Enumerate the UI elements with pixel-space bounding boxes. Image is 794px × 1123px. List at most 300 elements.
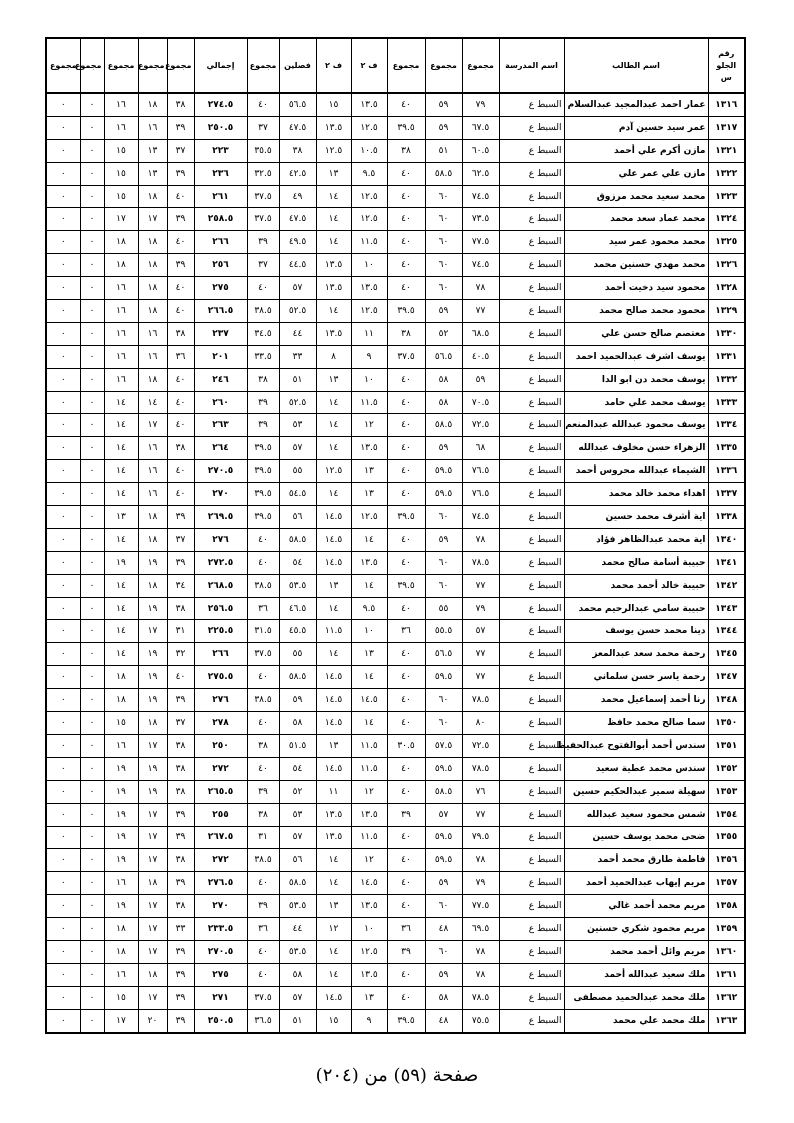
cell-seat-number: ١٣٤٢ (708, 574, 745, 597)
cell-total-2: ٦٠ (425, 254, 462, 277)
cell-total-5: ٣٤ (167, 574, 194, 597)
cell-total-7: ١٤ (104, 620, 138, 643)
cell-total-4: ٤٠ (247, 528, 279, 551)
cell-total-8: ٠ (80, 574, 104, 597)
cell-grand-total: ٢٦٦ (194, 643, 247, 666)
cell-term2-a: ١٠ (351, 918, 387, 941)
table-row (46, 322, 745, 345)
cell-two-terms: ٥٩ (279, 689, 316, 712)
cell-school-name: السبط ع (499, 689, 564, 712)
cell-student-name: محمد مهدي حسنين محمد (564, 254, 708, 277)
cell-grand-total: ٢٠١ (194, 345, 247, 368)
cell-total-7: ١٨ (104, 666, 138, 689)
cell-total-5: ٣٧ (167, 139, 194, 162)
cell-term2-a: ١٠ (351, 620, 387, 643)
cell-grand-total: ٢٥٦.٥ (194, 597, 247, 620)
table-row (46, 574, 745, 597)
table-row (46, 506, 745, 529)
cell-student-name: يوسف اشرف عبدالحميد احمد (564, 345, 708, 368)
cell-total-6: ١٨ (138, 368, 167, 391)
cell-total-4: ٣٩ (247, 391, 279, 414)
cell-seat-number: ١٣٣٢ (708, 368, 745, 391)
cell-total-8: ٠ (80, 849, 104, 872)
table-row (46, 460, 745, 483)
cell-total-3: ٣٨ (387, 139, 425, 162)
cell-student-name: معتصم صالح حسن علي (564, 322, 708, 345)
cell-term2-a: ١٣ (351, 986, 387, 1009)
cell-total-1: ٧٨ (462, 940, 499, 963)
cell-total-1: ٦٢.٥ (462, 162, 499, 185)
cell-total-4: ٣٢.٥ (247, 162, 279, 185)
header-total-7: مجموع (104, 38, 138, 93)
cell-school-name: السبط ع (499, 437, 564, 460)
cell-total-9: ٠ (46, 712, 80, 735)
cell-total-9: ٠ (46, 1009, 80, 1032)
cell-seat-number: ١٣٢٩ (708, 300, 745, 323)
cell-term2-b: ١٤.٥ (316, 666, 351, 689)
cell-term2-b: ١٣.٥ (316, 116, 351, 139)
cell-total-5: ٣٩ (167, 208, 194, 231)
cell-total-7: ١٦ (104, 322, 138, 345)
cell-total-2: ٥٩ (425, 528, 462, 551)
cell-seat-number: ١٣٦٠ (708, 940, 745, 963)
cell-seat-number: ١٣٤٥ (708, 643, 745, 666)
cell-two-terms: ٥٣ (279, 414, 316, 437)
cell-school-name: السبط ع (499, 712, 564, 735)
cell-total-8: ٠ (80, 437, 104, 460)
cell-total-4: ٣٦ (247, 597, 279, 620)
cell-total-8: ٠ (80, 826, 104, 849)
cell-term2-b: ١٤.٥ (316, 712, 351, 735)
cell-total-1: ٥٩ (462, 368, 499, 391)
cell-student-name: مازن علي عمر علي (564, 162, 708, 185)
cell-total-8: ٠ (80, 185, 104, 208)
cell-total-3: ٤٠ (387, 689, 425, 712)
cell-term2-b: ١٣.٥ (316, 322, 351, 345)
cell-total-1: ٦٠.٥ (462, 139, 499, 162)
cell-student-name: سما صالح محمد حافظ (564, 712, 708, 735)
cell-term2-a: ١١.٥ (351, 826, 387, 849)
cell-term2-b: ١٤.٥ (316, 506, 351, 529)
cell-total-6: ١٩ (138, 757, 167, 780)
cell-total-1: ٧٧ (462, 300, 499, 323)
cell-grand-total: ٢٧٨ (194, 712, 247, 735)
header-total-3: مجموع (387, 38, 425, 93)
cell-total-2: ٥٩.٥ (425, 666, 462, 689)
cell-total-3: ٤٠ (387, 368, 425, 391)
table-row (46, 208, 745, 231)
cell-school-name: السبط ع (499, 231, 564, 254)
cell-total-2: ٥٩.٥ (425, 849, 462, 872)
cell-school-name: السبط ع (499, 574, 564, 597)
cell-seat-number: ١٣٢٤ (708, 208, 745, 231)
cell-two-terms: ٥٣.٥ (279, 895, 316, 918)
cell-student-name: فاطمة طارق محمد أحمد (564, 849, 708, 872)
cell-total-6: ١٨ (138, 254, 167, 277)
cell-total-3: ٤٠ (387, 757, 425, 780)
cell-total-3: ٤٠ (387, 185, 425, 208)
cell-seat-number: ١٣٥٣ (708, 780, 745, 803)
cell-total-3: ٤٠ (387, 208, 425, 231)
cell-term2-b: ١٣.٥ (316, 254, 351, 277)
cell-total-8: ٠ (80, 895, 104, 918)
cell-total-1: ٧٧ (462, 574, 499, 597)
table-row (46, 895, 745, 918)
table-row (46, 666, 745, 689)
cell-total-5: ٤٠ (167, 277, 194, 300)
cell-grand-total: ٢٧٢ (194, 849, 247, 872)
cell-grand-total: ٢٦٩.٥ (194, 506, 247, 529)
cell-school-name: السبط ع (499, 528, 564, 551)
cell-term2-a: ١٣.٥ (351, 551, 387, 574)
cell-two-terms: ٥٥ (279, 643, 316, 666)
cell-student-name: الزهراء حسن مخلوف عبدالله (564, 437, 708, 460)
cell-total-4: ٤٠ (247, 277, 279, 300)
cell-total-4: ٣٩ (247, 780, 279, 803)
cell-student-name: محمد محمود عمر سيد (564, 231, 708, 254)
cell-total-4: ٣٩ (247, 231, 279, 254)
header-row (46, 38, 745, 93)
cell-seat-number: ١٣٣٨ (708, 506, 745, 529)
cell-seat-number: ١٣٤٤ (708, 620, 745, 643)
cell-total-3: ٤٠ (387, 666, 425, 689)
cell-two-terms: ٤٤.٥ (279, 254, 316, 277)
table-row (46, 437, 745, 460)
table-row (46, 483, 745, 506)
cell-term2-b: ١٤ (316, 963, 351, 986)
cell-term2-a: ١٠ (351, 368, 387, 391)
cell-total-3: ٣٩.٥ (387, 300, 425, 323)
cell-term2-a: ١٠.٥ (351, 139, 387, 162)
cell-total-8: ٠ (80, 483, 104, 506)
cell-term2-a: ٩ (351, 1009, 387, 1032)
cell-term2-a: ١١.٥ (351, 734, 387, 757)
cell-total-3: ٤٠ (387, 597, 425, 620)
cell-total-4: ٣٥.٥ (247, 139, 279, 162)
cell-total-7: ١٣ (104, 506, 138, 529)
cell-total-3: ٣٩.٥ (387, 574, 425, 597)
cell-total-1: ٦٩.٥ (462, 918, 499, 941)
cell-student-name: حبيبة سامي عبدالرحيم محمد (564, 597, 708, 620)
cell-term2-a: ١٢ (351, 849, 387, 872)
cell-total-9: ٠ (46, 208, 80, 231)
cell-total-7: ١٨ (104, 689, 138, 712)
cell-total-1: ٧٧.٥ (462, 231, 499, 254)
cell-term2-a: ١٣ (351, 460, 387, 483)
cell-total-8: ٠ (80, 254, 104, 277)
cell-student-name: يوسف محمد علي حامد (564, 391, 708, 414)
cell-total-6: ١٧ (138, 849, 167, 872)
cell-seat-number: ١٣٢٢ (708, 162, 745, 185)
cell-total-7: ١٦ (104, 277, 138, 300)
table-body (46, 93, 745, 1033)
cell-total-5: ٣٩ (167, 963, 194, 986)
cell-total-1: ٧٧ (462, 643, 499, 666)
cell-two-terms: ٥٢.٥ (279, 300, 316, 323)
cell-total-8: ٠ (80, 757, 104, 780)
cell-term2-a: ١٣.٥ (351, 963, 387, 986)
cell-total-5: ٣٣ (167, 918, 194, 941)
cell-grand-total: ٢٧٥.٥ (194, 666, 247, 689)
cell-total-2: ٦٠ (425, 506, 462, 529)
cell-total-1: ٧٧.٥ (462, 895, 499, 918)
cell-total-8: ٠ (80, 872, 104, 895)
cell-total-8: ٠ (80, 620, 104, 643)
cell-school-name: السبط ع (499, 803, 564, 826)
table-row (46, 1009, 745, 1032)
cell-seat-number: ١٣١٧ (708, 116, 745, 139)
table-row (46, 551, 745, 574)
cell-seat-number: ١٣٦٣ (708, 1009, 745, 1032)
cell-total-2: ٥٩ (425, 300, 462, 323)
cell-term2-a: ١١.٥ (351, 757, 387, 780)
cell-grand-total: ٢٦٥.٥ (194, 780, 247, 803)
cell-total-1: ٧٦ (462, 780, 499, 803)
cell-total-9: ٠ (46, 918, 80, 941)
cell-total-4: ٣٧.٥ (247, 185, 279, 208)
cell-school-name: السبط ع (499, 780, 564, 803)
cell-total-3: ٣٦ (387, 918, 425, 941)
cell-total-2: ٥٨ (425, 368, 462, 391)
cell-total-2: ٦٠ (425, 277, 462, 300)
cell-total-1: ٤٠.٥ (462, 345, 499, 368)
cell-total-5: ٣٩ (167, 162, 194, 185)
cell-student-name: سندس محمد عطية سعيد (564, 757, 708, 780)
header-total-2: مجموع (425, 38, 462, 93)
cell-grand-total: ٢٧٤.٥ (194, 93, 247, 116)
table-row (46, 872, 745, 895)
cell-total-5: ٤٠ (167, 185, 194, 208)
cell-grand-total: ٢٣٦ (194, 162, 247, 185)
cell-total-9: ٠ (46, 139, 80, 162)
cell-total-3: ٤٠ (387, 231, 425, 254)
cell-term2-a: ١٣.٥ (351, 437, 387, 460)
cell-total-6: ١٨ (138, 506, 167, 529)
cell-term2-a: ١١.٥ (351, 231, 387, 254)
table-row (46, 231, 745, 254)
cell-total-3: ٤٠ (387, 414, 425, 437)
cell-total-2: ٤٨ (425, 918, 462, 941)
cell-term2-a: ١٢.٥ (351, 940, 387, 963)
table-header (46, 38, 745, 93)
cell-total-7: ١٥ (104, 986, 138, 1009)
cell-total-8: ٠ (80, 597, 104, 620)
grades-table (45, 37, 746, 1034)
cell-total-2: ٦٠ (425, 231, 462, 254)
cell-total-6: ١٦ (138, 345, 167, 368)
cell-total-8: ٠ (80, 322, 104, 345)
cell-term2-b: ١٣.٥ (316, 277, 351, 300)
cell-total-4: ٣٧ (247, 116, 279, 139)
cell-seat-number: ١٣٣٦ (708, 460, 745, 483)
cell-term2-a: ١٠ (351, 254, 387, 277)
cell-school-name: السبط ع (499, 666, 564, 689)
cell-term2-a: ١٢ (351, 414, 387, 437)
cell-two-terms: ٤٤ (279, 322, 316, 345)
cell-total-3: ٤٠ (387, 963, 425, 986)
cell-total-1: ٧٨ (462, 963, 499, 986)
cell-total-5: ٣٨ (167, 437, 194, 460)
cell-total-2: ٥٩.٥ (425, 460, 462, 483)
cell-total-4: ٣٣.٥ (247, 345, 279, 368)
cell-term2-b: ١٥ (316, 1009, 351, 1032)
cell-total-9: ٠ (46, 574, 80, 597)
cell-total-5: ٣٩ (167, 116, 194, 139)
table-row (46, 620, 745, 643)
cell-total-2: ٦٠ (425, 895, 462, 918)
cell-term2-a: ١٢.٥ (351, 300, 387, 323)
cell-student-name: محمود محمد صالح محمد (564, 300, 708, 323)
cell-total-2: ٦٠ (425, 208, 462, 231)
table-row (46, 940, 745, 963)
cell-total-8: ٠ (80, 116, 104, 139)
cell-total-3: ٤٠ (387, 277, 425, 300)
cell-total-8: ٠ (80, 93, 104, 116)
header-two-terms: فصلين (279, 38, 316, 93)
cell-total-2: ٦٠ (425, 712, 462, 735)
table-row (46, 918, 745, 941)
cell-two-terms: ٥٣ (279, 803, 316, 826)
cell-school-name: السبط ع (499, 93, 564, 116)
cell-total-9: ٠ (46, 895, 80, 918)
cell-total-3: ٤٠ (387, 437, 425, 460)
cell-total-5: ٣٧ (167, 712, 194, 735)
table-row (46, 139, 745, 162)
cell-student-name: اية محمد عبدالظاهر فؤاد (564, 528, 708, 551)
cell-total-8: ٠ (80, 1009, 104, 1032)
cell-total-4: ٣٩.٥ (247, 460, 279, 483)
cell-total-5: ٣٢ (167, 643, 194, 666)
cell-school-name: السبط ع (499, 963, 564, 986)
cell-total-1: ٧٨.٥ (462, 689, 499, 712)
header-student-name: اسم الطالب (564, 38, 708, 93)
cell-total-9: ٠ (46, 277, 80, 300)
cell-school-name: السبط ع (499, 849, 564, 872)
cell-total-8: ٠ (80, 208, 104, 231)
cell-term2-a: ١٣.٥ (351, 277, 387, 300)
cell-two-terms: ٥٨ (279, 712, 316, 735)
cell-student-name: اهداء محمد خالد محمد (564, 483, 708, 506)
header-total-4: مجموع (247, 38, 279, 93)
cell-two-terms: ٣٨ (279, 139, 316, 162)
cell-total-8: ٠ (80, 139, 104, 162)
cell-seat-number: ١٣٤١ (708, 551, 745, 574)
cell-grand-total: ٢٧٦.٥ (194, 872, 247, 895)
cell-student-name: دينا محمد حسن يوسف (564, 620, 708, 643)
cell-total-5: ٤٠ (167, 391, 194, 414)
cell-total-1: ٦٨.٥ (462, 322, 499, 345)
cell-total-1: ٧٤.٥ (462, 506, 499, 529)
cell-seat-number: ١٣٣٣ (708, 391, 745, 414)
cell-total-7: ١٩ (104, 849, 138, 872)
cell-two-terms: ٥٤ (279, 551, 316, 574)
cell-total-7: ١٩ (104, 780, 138, 803)
cell-total-6: ١٩ (138, 643, 167, 666)
cell-term2-b: ١٣ (316, 162, 351, 185)
cell-two-terms: ٥٧ (279, 277, 316, 300)
cell-total-3: ٣٦ (387, 620, 425, 643)
cell-grand-total: ٢٤٦ (194, 368, 247, 391)
cell-total-3: ٣٩.٥ (387, 506, 425, 529)
table-row (46, 162, 745, 185)
cell-total-4: ٤٠ (247, 666, 279, 689)
table-row (46, 734, 745, 757)
cell-total-2: ٥٩ (425, 872, 462, 895)
cell-two-terms: ٥٨.٥ (279, 528, 316, 551)
cell-total-7: ١٤ (104, 437, 138, 460)
table-row (46, 597, 745, 620)
table-row (46, 757, 745, 780)
cell-total-2: ٦٠ (425, 185, 462, 208)
table-row (46, 712, 745, 735)
cell-school-name: السبط ع (499, 208, 564, 231)
cell-total-7: ١٤ (104, 483, 138, 506)
table-row (46, 368, 745, 391)
cell-school-name: السبط ع (499, 597, 564, 620)
cell-student-name: مريم محمود شكري حسنين (564, 918, 708, 941)
cell-total-4: ٣٧.٥ (247, 643, 279, 666)
cell-term2-b: ١٤ (316, 483, 351, 506)
table-row (46, 93, 745, 116)
cell-total-6: ١٨ (138, 277, 167, 300)
cell-total-2: ٥٥.٥ (425, 620, 462, 643)
cell-term2-a: ١٣ (351, 483, 387, 506)
cell-school-name: السبط ع (499, 254, 564, 277)
cell-two-terms: ٥٤.٥ (279, 483, 316, 506)
cell-total-2: ٥٥ (425, 597, 462, 620)
cell-total-8: ٠ (80, 460, 104, 483)
results-sheet (47, 37, 746, 1034)
cell-school-name: السبط ع (499, 277, 564, 300)
cell-total-1: ٧٦.٥ (462, 483, 499, 506)
table-row (46, 277, 745, 300)
cell-student-name: مريم محمد أحمد غالي (564, 895, 708, 918)
cell-total-1: ٧٤.٥ (462, 254, 499, 277)
cell-total-9: ٠ (46, 872, 80, 895)
cell-total-4: ٣٧ (247, 254, 279, 277)
cell-total-9: ٠ (46, 597, 80, 620)
cell-seat-number: ١٣٢٨ (708, 277, 745, 300)
cell-term2-a: ١٣.٥ (351, 93, 387, 116)
cell-two-terms: ٥٦ (279, 506, 316, 529)
cell-total-2: ٥٨ (425, 986, 462, 1009)
cell-total-9: ٠ (46, 93, 80, 116)
cell-seat-number: ١٣٦١ (708, 963, 745, 986)
cell-grand-total: ٢٧٦ (194, 528, 247, 551)
cell-total-9: ٠ (46, 231, 80, 254)
cell-term2-a: ١٤.٥ (351, 872, 387, 895)
cell-total-1: ٧٦.٥ (462, 460, 499, 483)
cell-school-name: السبط ع (499, 162, 564, 185)
cell-two-terms: ٤٥.٥ (279, 620, 316, 643)
cell-total-8: ٠ (80, 231, 104, 254)
cell-term2-b: ٨ (316, 345, 351, 368)
cell-total-1: ٦٨ (462, 437, 499, 460)
cell-total-6: ١٧ (138, 414, 167, 437)
cell-total-6: ١٨ (138, 574, 167, 597)
cell-seat-number: ١٣٤٣ (708, 597, 745, 620)
cell-school-name: السبط ع (499, 1009, 564, 1032)
cell-total-2: ٥٨.٥ (425, 162, 462, 185)
cell-total-4: ٣٨.٥ (247, 689, 279, 712)
cell-total-4: ٣٨ (247, 368, 279, 391)
cell-total-7: ١٤ (104, 643, 138, 666)
cell-total-8: ٠ (80, 345, 104, 368)
cell-two-terms: ٥٢.٥ (279, 391, 316, 414)
cell-total-4: ٣٩ (247, 895, 279, 918)
cell-total-6: ١٤ (138, 391, 167, 414)
table-row (46, 185, 745, 208)
